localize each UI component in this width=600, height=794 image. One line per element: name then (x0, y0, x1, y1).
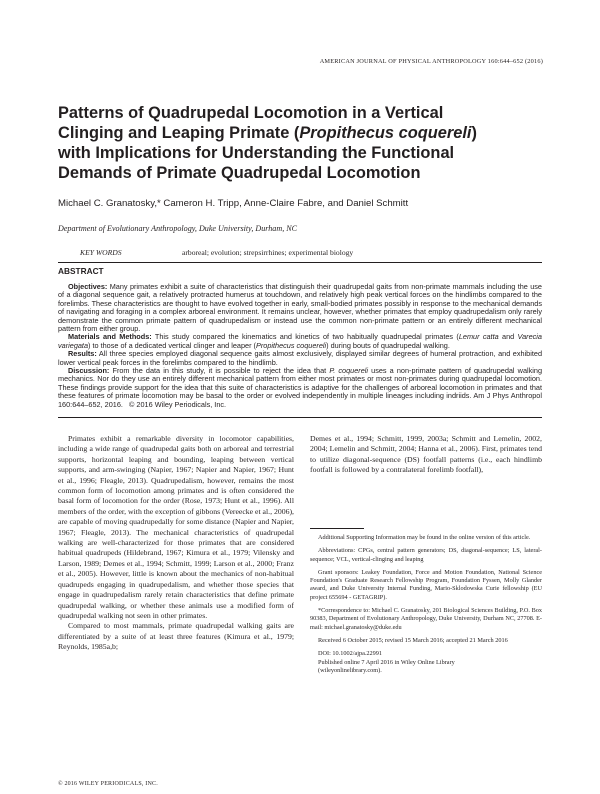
body-paragraph: Primates exhibit a remarkable diversity in locomotor capabilities, including a wide range of quadrupedal gaits both on arboreal and terrestrial supports, horizontal leaping and bounding, leaping between vertical supports, and arm-swinging (Napier, 1967; Napier and Napier, 1967; Hunt et al., 1996; Fleagle, 2013). Quadrupedalism, however, remains the most common form of locomotion among primates and is often considered the basal form of locomotion for the order (Rose, 1973; Hunt et al., 1996). All members of the order, with the exception of gibbons (Vereecke et al., 2006), are capable of moving quadrupedally for some distance (Napier and Napier, 1967; Fleagle, 2013). The mechanical characteristics of quadrupedal walking are well-characterized for those primates that are considered habitual quadrupeds (Hildebrand, 1967; Kimura et al., 1979; Vilensky and Larson, 1989; Demes et al., 1994; Schmitt, 1999; Larson et al., 2000; Franz et al., 2005). However, little is known about the mechanics of non-habitual quadrupeds engaging in quadrupedalism, and whether those species that engage in quadrupedalism rarely retain characteristics that define primate quadrupedal walking, or whether these animals use a modified form of quadrupedal walking not seen in other primates. (58, 434, 294, 620)
abstract-top-rule (58, 262, 542, 263)
abstract-discussion: Discussion: From the data in this study, it is possible to reject the idea that P. coquereli uses a non-primate pattern of quadrupedal walking mechanics. Nor do they use an entirely different mechanical pattern from either most primates or most non-primates during quadrupedal locomotion. These findings provide support for the idea that this suite of characteristics is adaptive for the challenges of arboreal locomotion in primates and that these features of primate locomotion may be basal to the order or evolved independently in multiple lineages including indriids. Am J Phys Anthropol 160:644–652, 2016. © 2016 Wiley Periodicals, Inc. (58, 366, 543, 409)
footnote-rule (310, 528, 364, 529)
title-line-2: Clinging and Leaping Primate (Propithecus coquereli) (58, 124, 477, 142)
abstract-results: Results: All three species employed diagonal sequence gaits almost exclusively, displayed similar degrees of humeral protraction, and exhibited lower vertical peak forces in the forelimbs compared to the hindlimb. (58, 349, 542, 367)
body-right-column (310, 434, 542, 476)
abstract-methods: Materials and Methods: This study compared the kinematics and kinetics of two habitually quadrupedal primates (Lemur catta and Varecia variegata) to those of a dedicated vertical clinger and leaper (Propithecus coquereli) during bouts of quadrupedal walking. (58, 332, 542, 350)
title-line-4: Demands of Primate Quadrupedal Locomotion (58, 164, 421, 182)
keywords (80, 248, 353, 257)
abstract-body (58, 283, 542, 409)
abstract-heading: ABSTRACT (58, 266, 104, 276)
title-species: Propithecus coquereli (299, 124, 472, 142)
keywords-value: arboreal; evolution; strepsirrhines; experimental biology (182, 248, 354, 257)
abstract-copyright: © 2016 Wiley Periodicals, Inc. (129, 399, 227, 409)
footnotes (310, 534, 542, 675)
footnote-correspondence: *Correspondence to: Michael C. Granatosky, 201 Biological Sciences Building, P.O. Box 90383, Department of Evolutionary Anthropology, Duke University, Durham NC, 27708. E-mail: michael.granatosky@duke.edu (310, 607, 542, 631)
body-paragraph: Compared to most mammals, primate quadrupedal walking gaits are differentiated by a suite of at least three features (Kimura et al., 1979; Reynolds, 1985a,b; (58, 621, 294, 652)
footnote-abbreviations: Abbreviations: CPGs, central pattern generators; DS, diagonal-sequence; LS, lateral-sequence; VCL, vertical-clinging and leaping (310, 547, 542, 563)
footnote-grants: Grant sponsors: Leakey Foundation, Force and Motion Foundation, National Science Foundation's Graduate Research Fellowship Program, Foundation Fyssen, Molly Glander award, and Duke University Internal Funding, Mario-Sklodowska Curie fellowship (EU project 655694 - GETAGRIP). (310, 568, 542, 601)
body-paragraph-continued: Demes et al., 1994; Schmitt, 1999, 2003a; Schmitt and Lemelin, 2002, 2004; Lemelin and Schmitt, 2004; Hanna et al., 2006). First, primates tend to utilize diagonal-sequence (DS) footfall patterns (i.e., each hindlimb footfall is followed by a contralateral forelimb footfall), (310, 434, 542, 475)
article-title (58, 103, 558, 183)
footnote-received: Received 6 October 2015; revised 15 March 2016; accepted 21 March 2016 (318, 636, 508, 644)
journal-header: AMERICAN JOURNAL OF PHYSICAL ANTHROPOLOGY 160:644–652 (2016) (319, 58, 543, 65)
footnote-supporting-info: Additional Supporting Information may be found in the online version of this article. (318, 534, 531, 541)
footnote-published-2: (wileyonlinelibrary.com). (318, 666, 382, 674)
abstract-bottom-rule (58, 417, 542, 418)
title-line-3: with Implications for Understanding the Functional (58, 144, 455, 162)
footnote-published-1: Published online 7 April 2016 in Wiley Online Library (318, 658, 455, 666)
keywords-label: KEY WORDS (80, 248, 122, 257)
affiliation: Department of Evolutionary Anthropology, Duke University, Durham, NC (58, 224, 298, 233)
footnote-doi: DOI: 10.1002/ajpa.22991 (318, 650, 383, 658)
abstract-objectives: Objectives: Many primates exhibit a suite of characteristics that distinguish their quadrupedal gaits from non-primate mammals including the use of a diagonal sequence gait, a relatively protracted humerus at touchdown, and relatively high peak vertical forces on the hindlimbs compared to the forelimbs. These characteristics are thought to have evolved together in early, small-bodied primates possibly in response to the mechanical demands of navigating and foraging in a complex arboreal environment. It remains unclear, however, whether primates that employ quadrupedalism only rarely demonstrate the common primate pattern of quadrupedalism or instead use the common non-primate pattern or an entirely different mechanical pattern from either group. (58, 282, 542, 334)
title-line-1: Patterns of Quadrupedal Locomotion in a Vertical (58, 104, 444, 122)
body-left-column (58, 434, 294, 653)
author-list: Michael C. Granatosky,* Cameron H. Tripp, Anne-Claire Fabre, and Daniel Schmitt (58, 198, 409, 209)
page-copyright: © 2016 WILEY PERIODICALS, INC. (58, 781, 158, 787)
